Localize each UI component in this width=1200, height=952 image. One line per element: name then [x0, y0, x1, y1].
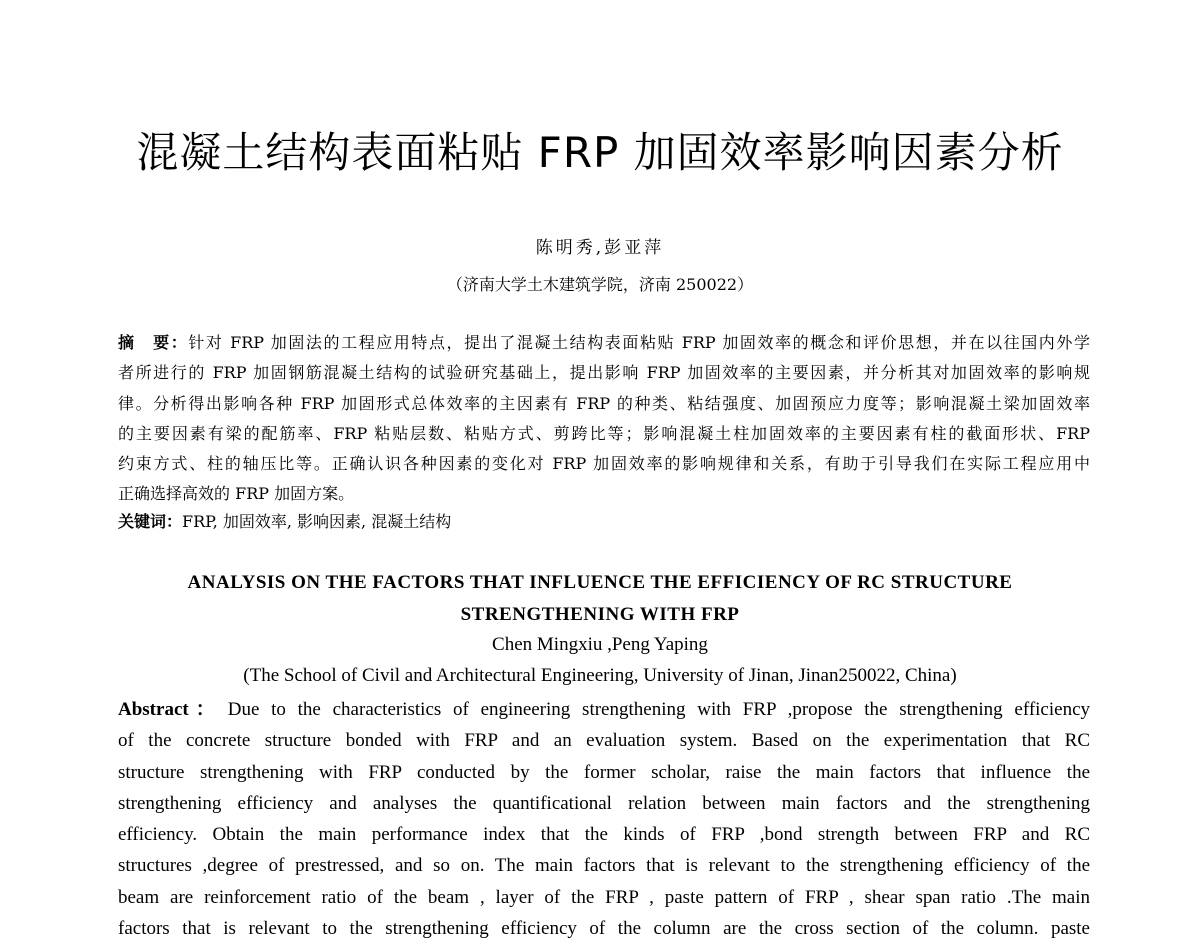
- abstract-zh-text: 针对 FRP 加固法的工程应用特点，提出了混凝土结构表面粘贴 FRP 加固效率的概念和评价思想，并在以往国内外学: [188, 333, 1090, 352]
- paper-title-zh: 混凝土结构表面粘贴 FRP 加固效率影响因素分析: [136, 128, 1064, 177]
- affiliation-en: (The School of Civil and Architectural Engineering, University of Jinan, Jinan250022, China): [243, 665, 957, 686]
- abstract-zh-line: 的主要因素有梁的配筋率、FRP 粘贴层数、粘贴方式、剪跨比等；影响混凝土柱加固效率的主要因素有柱的截面形状、FRP: [118, 423, 1090, 443]
- keywords-zh: [118, 508, 1090, 536]
- authors-en: Chen Mingxiu ,Peng Yaping: [492, 634, 708, 655]
- abstract-en-text: Due to the characteristics of engineering strengthening with FRP ,propose the strengthening efficiency: [227, 699, 1090, 720]
- paper-title-en-line: ANALYSIS ON THE FACTORS THAT INFLUENCE THE EFFICIENCY OF RC STRUCTURE: [187, 572, 1013, 593]
- abstract-en-line: efficiency. Obtain the main performance index that the kinds of FRP ,bond strength between FRP and RC: [118, 824, 1090, 846]
- abstract-en-line: structures ,degree of prestressed, and so on. The main factors that is relevant to the strengthening efficiency of the: [118, 855, 1090, 877]
- abstract-zh-line: [118, 328, 1090, 358]
- abstract-zh: [118, 328, 1090, 510]
- affiliation-zh: （济南大学土木建筑学院，济南 250022）: [446, 275, 754, 294]
- abstract-zh-line: 者所进行的 FRP 加固钢筋混凝土结构的试验研究基础上，提出影响 FRP 加固效率的主要因素，并分析其对加固效率的影响规: [118, 363, 1090, 383]
- abstract-en-line: of the concrete structure bonded with FRP and an evaluation system. Based on the experimentation that RC: [118, 730, 1090, 752]
- paper-title-en: [0, 567, 1200, 631]
- abstract-en: [118, 694, 1090, 944]
- abstract-zh-label: 摘 要：: [118, 333, 189, 352]
- abstract-zh-line: 约束方式、柱的轴压比等。正确认识各种因素的变化对 FRP 加固效率的影响规律和关系，有助于引导我们在实际工程应用中: [118, 454, 1090, 474]
- keywords-zh-label: 关键词：: [118, 512, 183, 531]
- abstract-en-line: strengthening efficiency and analyses the quantificational relation between main factors and the strengthening: [118, 792, 1090, 814]
- abstract-zh-line: 律。分析得出影响各种 FRP 加固形式总体效率的主因素有 FRP 的种类、粘结强度、加固预应力度等；影响混凝土梁加固效率: [118, 393, 1090, 413]
- abstract-zh-line: 正确选择高效的 FRP 加固方案。: [118, 484, 355, 504]
- abstract-en-label: Abstract：: [118, 699, 222, 720]
- abstract-en-line: structure strengthening with FRP conducted by the former scholar, raise the main factors that influence the: [118, 761, 1090, 783]
- abstract-en-line: beam are reinforcement ratio of the beam , layer of the FRP , paste pattern of FRP , shear span ratio .The main: [118, 886, 1090, 908]
- abstract-en-line: factors that is relevant to the strengthening efficiency of the column are the cross section of the column. paste: [118, 918, 1090, 940]
- keywords-zh-text: FRP, 加固效率, 影响因素, 混凝土结构: [182, 512, 452, 531]
- authors-zh: 陈明秀,彭亚萍: [535, 238, 665, 258]
- abstract-en-line: [118, 694, 1090, 725]
- paper-title-en-line: STRENGTHENING WITH FRP: [460, 604, 740, 625]
